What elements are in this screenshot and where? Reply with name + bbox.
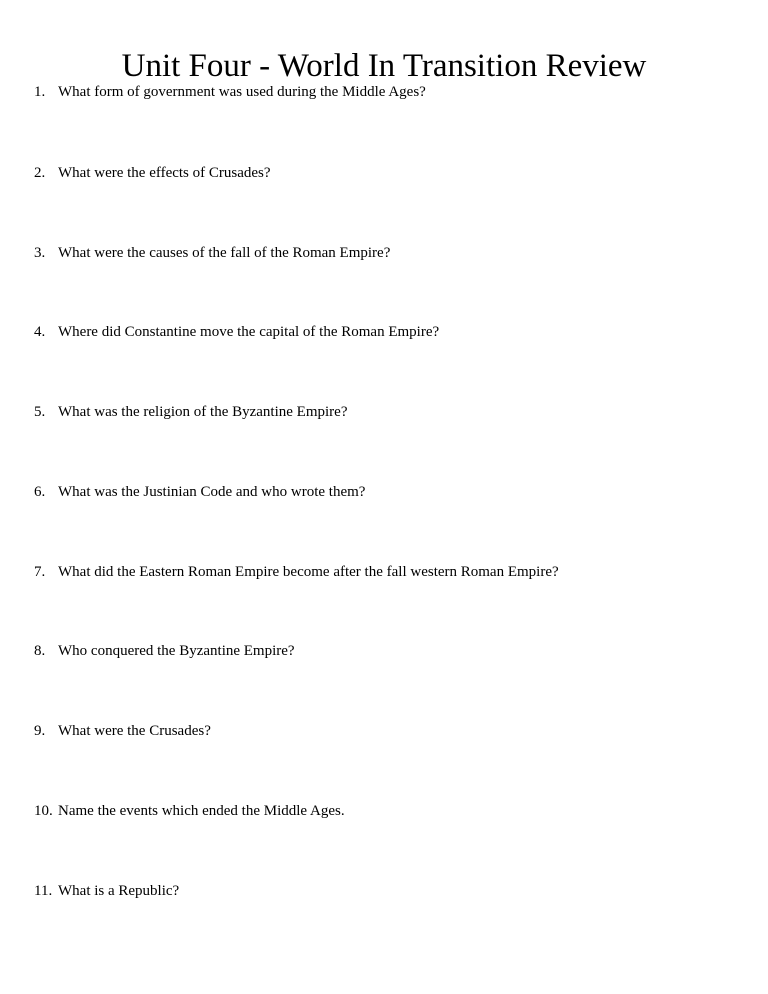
question-number: 7. [34,564,46,580]
page-title: Unit Four - World In Transition Review [121,48,647,84]
question-item [34,882,179,900]
question-item [34,244,390,262]
question-item [34,323,439,341]
question-number: 3. [34,245,46,261]
question-text: What were the Crusades? [58,723,211,739]
question-item [34,563,559,581]
question-text: What were the causes of the fall of the Roman Empire? [58,245,391,261]
question-number: 8. [34,643,46,659]
question-text: What did the Eastern Roman Empire become after the fall western Roman Empire? [58,564,559,580]
question-text: Where did Constantine move the capital of the Roman Empire? [58,324,440,340]
question-item [34,403,347,421]
question-text: Name the events which ended the Middle Ages. [58,803,345,819]
question-text: What is a Republic? [58,883,180,899]
question-text: What were the effects of Crusades? [58,165,271,181]
question-number: 10. [34,803,53,819]
question-item [34,722,211,740]
question-number: 5. [34,404,46,420]
question-number: 11. [34,883,53,899]
question-text: What form of government was used during the Middle Ages? [58,84,426,100]
question-text: Who conquered the Byzantine Empire? [58,643,295,659]
question-text: What was the religion of the Byzantine Empire? [58,404,348,420]
question-text: What was the Justinian Code and who wrote them? [58,484,366,500]
question-item [34,164,271,182]
question-number: 1. [34,84,46,100]
question-number: 4. [34,324,46,340]
question-item [34,483,365,501]
question-item [34,642,295,660]
question-number: 6. [34,484,46,500]
question-number: 2. [34,165,46,181]
question-item [34,802,345,820]
question-number: 9. [34,723,46,739]
question-item [34,83,426,101]
